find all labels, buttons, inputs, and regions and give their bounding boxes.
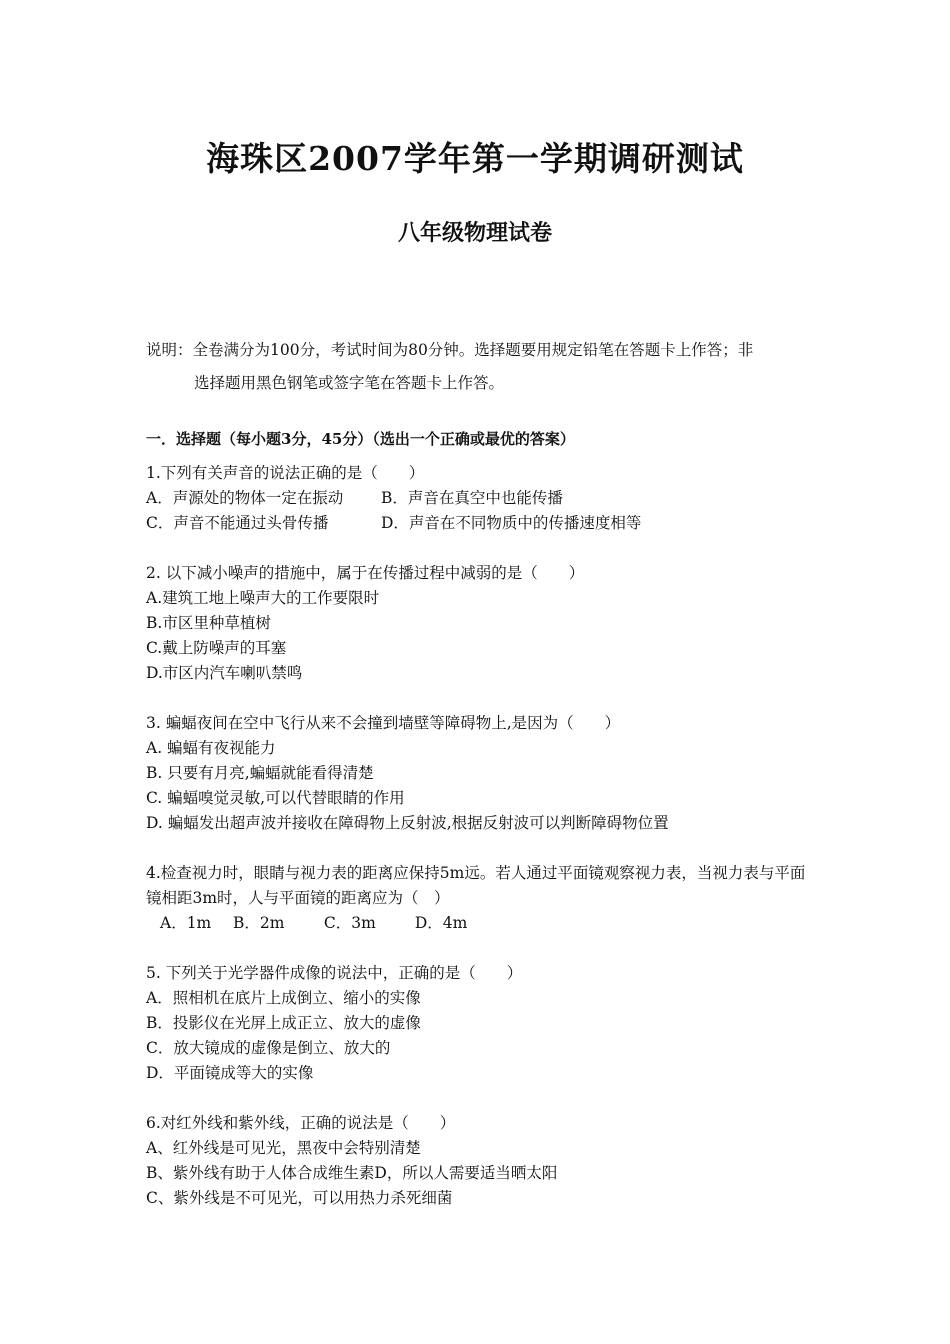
- question-5-option-c: C．放大镜成的虚像是倒立、放大的: [146, 1039, 391, 1057]
- question-6-option-c: C、紫外线是不可见光，可以用热力杀死细菌: [146, 1189, 453, 1207]
- question-3-stem: 3. 蝙蝠夜间在空中飞行从来不会撞到墙壁等障碍物上,是因为（ ）: [146, 714, 621, 732]
- question-1-option-a: A．声源处的物体一定在振动: [146, 489, 344, 507]
- question-2-option-b: B.市区里种草植树: [146, 614, 271, 632]
- instructions: [146, 334, 816, 400]
- question-2-option-a: A.建筑工地上噪声大的工作要限时: [146, 589, 380, 607]
- instructions-line-1: 说明：全卷满分为100分，考试时间为80分钟。选择题要用规定铅笔在答题卡上作答；非: [146, 341, 754, 359]
- question-4-option-a: A．1m: [160, 914, 212, 932]
- exam-subtitle: 八年级物理试卷: [397, 220, 552, 246]
- question-3-option-c: C. 蝙蝠嗅觉灵敏,可以代替眼睛的作用: [146, 789, 405, 807]
- question-1-options-row-1: [146, 486, 816, 511]
- question-4-stem: 4.检查视力时，眼睛与视力表的距离应保持5m远。若人通过平面镜观察视力表，当视力表与平面镜相距3m时，人与平面镜的距离应为（ ）: [146, 864, 806, 907]
- question-6-option-b: B、紫外线有助于人体合成维生素D，所以人需要适当晒太阳: [146, 1164, 558, 1182]
- question-4-option-b: B．2m: [232, 914, 285, 932]
- instructions-line-2: 选择题用黑色钢笔或签字笔在答题卡上作答。: [194, 374, 505, 392]
- question-3-option-b: B. 只要有月亮,蝙蝠就能看得清楚: [146, 764, 374, 782]
- question-1-option-c: C．声音不能通过头骨传播: [146, 514, 329, 532]
- question-5-option-b: B．投影仪在光屏上成正立、放大的虚像: [146, 1014, 421, 1032]
- question-1-option-d: D．声音在不同物质中的传播速度相等: [381, 514, 642, 532]
- question-2-option-d: D.市区内汽车喇叭禁鸣: [146, 664, 303, 682]
- question-2-stem: 2. 以下减小噪声的措施中，属于在传播过程中减弱的是（ ）: [146, 564, 585, 582]
- question-6-option-a: A、红外线是可见光，黑夜中会特别清楚: [146, 1139, 421, 1157]
- question-6-stem: 6.对红外线和紫外线，正确的说法是（ ）: [146, 1114, 456, 1132]
- question-list: [146, 461, 816, 1211]
- question-5-option-a: A．照相机在底片上成倒立、缩小的实像: [146, 989, 421, 1007]
- question-4-options: [146, 911, 816, 936]
- question-1-stem: 1.下列有关声音的说法正确的是（ ）: [146, 464, 425, 482]
- exam-title: 海珠区2007学年第一学期调研测试: [206, 139, 744, 178]
- question-5-option-d: D．平面镜成等大的实像: [146, 1064, 314, 1082]
- question-1-option-b: B．声音在真空中也能传播: [381, 489, 563, 507]
- question-2-option-c: C.戴上防噪声的耳塞: [146, 639, 287, 657]
- section-heading: 一．选择题（每小题3分，45分）（选出一个正确或最优的答案）: [146, 430, 575, 448]
- question-4-option-c: C．3m: [323, 914, 376, 932]
- question-5-stem: 5. 下列关于光学器件成像的说法中，正确的是（ ）: [146, 964, 523, 982]
- question-3-option-a: A. 蝙蝠有夜视能力: [146, 739, 276, 757]
- question-3-option-d: D. 蝙蝠发出超声波并接收在障碍物上反射波,根据反射波可以判断障碍物位置: [146, 814, 669, 832]
- question-1-options-row-2: [146, 511, 816, 536]
- question-4-option-d: D．4m: [414, 914, 468, 932]
